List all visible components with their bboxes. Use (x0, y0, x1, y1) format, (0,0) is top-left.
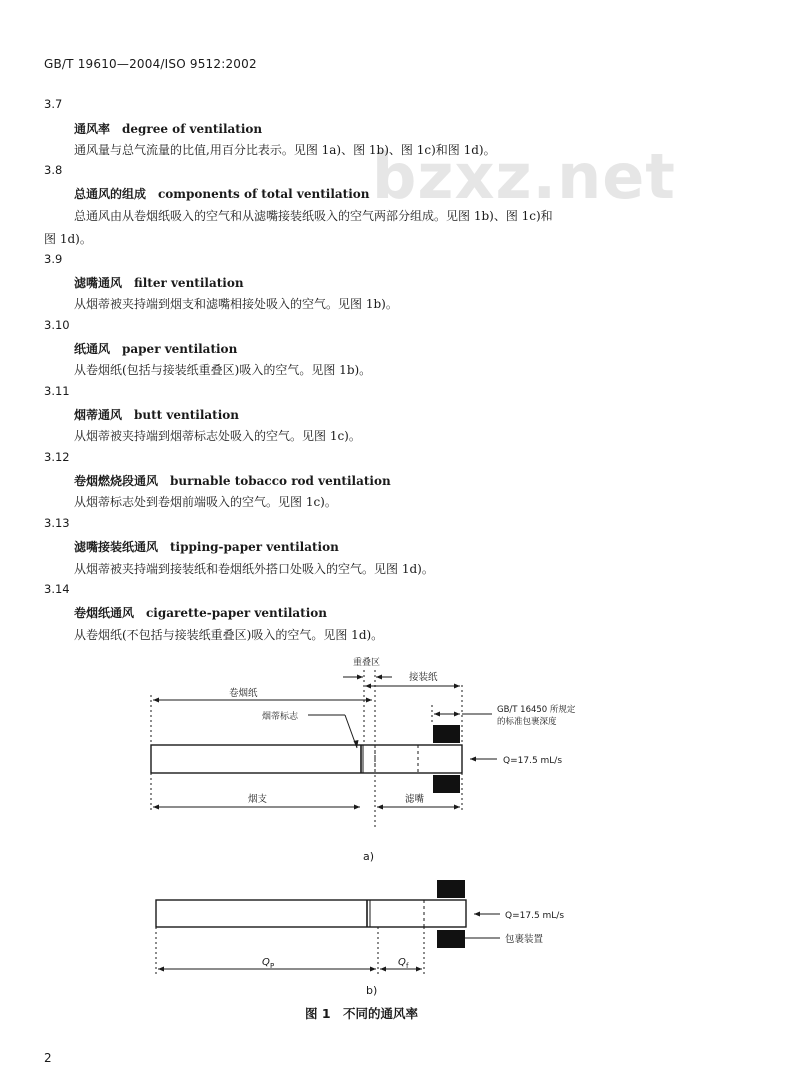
clause-definition: 从卷烟纸(包括与接装纸重叠区)吸入的空气。见图 1b)。 (74, 363, 372, 377)
label-tobacco-rod: 烟支 (248, 794, 268, 805)
clause-definition: 从烟蒂被夹持端到烟蒂标志处吸入的空气。见图 1c)。 (74, 429, 361, 443)
label-qp: Q (262, 957, 270, 968)
label-flow-rate-b: Q=17.5 mL/s (505, 911, 565, 921)
clause-term: 卷烟燃烧段通风 burnable tobacco rod ventilation (74, 474, 391, 488)
clause-number: 3.14 (44, 582, 70, 596)
holder-block-top (433, 725, 460, 743)
figure-b-caption: b) (366, 984, 378, 997)
clause-number: 3.13 (44, 516, 70, 530)
label-flow-rate-a: Q=17.5 mL/s (503, 756, 563, 766)
figure-title: 图 1 不同的通风率 (305, 1006, 419, 1021)
figure-a-caption: a) (363, 850, 375, 863)
clause-definition-continued: 图 1d)。 (44, 232, 92, 246)
clause-number: 3.12 (44, 450, 70, 464)
figure-a (151, 670, 497, 830)
clause-definition: 通风量与总气流量的比值,用百分比表示。见图 1a)、图 1b)、图 1c)和图 1d)。 (74, 143, 496, 157)
clause-number: 3.9 (44, 252, 63, 266)
holder-block-bottom (433, 775, 460, 793)
clause-definition: 从卷烟纸(不包括与接装纸重叠区)吸入的空气。见图 1d)。 (74, 628, 384, 642)
clause-definition: 从烟蒂标志处到卷烟前端吸入的空气。见图 1c)。 (74, 495, 337, 509)
clause-number: 3.7 (44, 97, 63, 111)
figure-a-arrowheads (153, 675, 476, 810)
clause-term: 通风率 degree of ventilation (74, 122, 263, 136)
clause-number: 3.11 (44, 384, 70, 398)
label-tipping-paper: 接装纸 (409, 672, 438, 683)
standard-header: GB/T 19610—2004/ISO 9512:2002 (44, 57, 257, 71)
page-number: 2 (44, 1051, 52, 1065)
watermark: bzxz.net (372, 140, 676, 213)
clause-term: 烟蒂通风 butt ventilation (74, 408, 239, 422)
cigarette-outline-b (156, 900, 466, 927)
label-qf: Q (398, 957, 406, 968)
label-filter: 滤嘴 (405, 794, 425, 805)
label-standard-note-2: 的标准包裹深度 (497, 717, 557, 727)
clause-term: 滤嘴接装纸通风 tipping-paper ventilation (74, 540, 339, 554)
clause-term: 卷烟纸通风 cigarette-paper ventilation (74, 606, 327, 620)
label-butt-mark: 烟蒂标志 (262, 712, 299, 722)
holder-block-bottom-b (437, 930, 465, 948)
label-wrapping-device: 包裹装置 (505, 934, 544, 945)
label-qf-subscript: f (406, 962, 409, 970)
holder-block-top-b (437, 880, 465, 898)
clause-term: 纸通风 paper ventilation (74, 342, 238, 356)
clause-definition: 从烟蒂被夹持端到接装纸和卷烟纸外搭口处吸入的空气。见图 1d)。 (74, 562, 434, 576)
figure-b-arrowheads (158, 912, 480, 972)
label-overlap: 重叠区 (353, 658, 381, 668)
clause-definition: 从烟蒂被夹持端到烟支和滤嘴相接处吸入的空气。见图 1b)。 (74, 297, 398, 311)
clause-number: 3.10 (44, 318, 70, 332)
clause-definition: 总通风由从卷烟纸吸入的空气和从滤嘴接装纸吸入的空气两部分组成。见图 1b)、图 1c)和 (74, 209, 553, 223)
label-qp-subscript: P (270, 962, 275, 970)
clause-term: 总通风的组成 components of total ventilation (74, 187, 370, 201)
label-cigarette-paper: 卷烟纸 (229, 688, 258, 699)
label-standard-note-1: GB/T 16450 所规定 (497, 705, 576, 715)
clause-number: 3.8 (44, 163, 63, 177)
clause-term: 滤嘴通风 filter ventilation (74, 276, 244, 290)
cigarette-outline (151, 745, 462, 773)
